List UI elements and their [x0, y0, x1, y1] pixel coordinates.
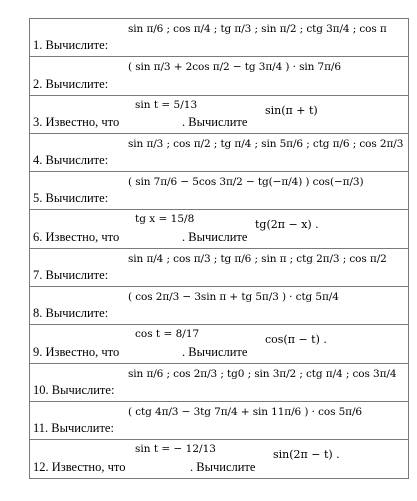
- exercise-label: 12. Известно, что: [33, 459, 126, 474]
- expression: sin π/6 ; cos π/4 ; tg π/3 ; sin π/2 ; ctg 3π/4 ; cos π: [128, 23, 387, 35]
- exercise-row: [30, 19, 408, 57]
- expression: ( ctg 4π/3 − 3tg 7π/4 + sin 11π/6 ) · cos 5π/6: [128, 405, 362, 418]
- target-expression: tg(2π − x) .: [255, 218, 319, 232]
- expression: sin π/6 ; cos 2π/3 ; tg0 ; sin 3π/2 ; ctg π/4 ; cos 3π/4: [128, 367, 397, 380]
- expression: ( sin 7π/6 − 5cos 3π/2 − tg(−π/4) ) cos(−π/3): [128, 176, 364, 189]
- expression: ( sin π/3 + 2cos π/2 − tg 3π/4 ) · sin 7π/6: [128, 61, 341, 74]
- expression: sin π/3 ; cos π/2 ; tg π/4 ; sin 5π/6 ; ctg π/6 ; cos 2π/3: [128, 137, 404, 150]
- exercise-row: [30, 249, 408, 287]
- exercise-label: 5. Вычислите:: [33, 191, 109, 206]
- exercise-row: [30, 402, 408, 440]
- exercise-label: 9. Известно, что: [33, 344, 120, 359]
- compute-text: . Вычислите: [182, 114, 248, 129]
- target-expression: sin(2π − t) .: [273, 448, 340, 462]
- exercise-row: [30, 287, 408, 325]
- exercise-row: [30, 440, 408, 478]
- exercise-row: [30, 172, 408, 210]
- exercise-row: [30, 134, 408, 172]
- exercise-table: [29, 18, 409, 479]
- exercise-row: [30, 210, 408, 248]
- exercise-label: 4. Вычислите:: [33, 153, 109, 168]
- expression: sin π/4 ; cos π/3 ; tg π/6 ; sin π ; ctg 2π/3 ; cos π/2: [128, 252, 387, 265]
- compute-text: . Вычислите: [190, 459, 256, 474]
- exercise-label: 10. Вычислите:: [33, 382, 115, 397]
- exercise-label: 11. Вычислите:: [33, 421, 114, 436]
- given-condition: sin t = 5/13: [135, 98, 198, 111]
- target-expression: cos(π − t) .: [265, 333, 327, 347]
- exercise-row: [30, 325, 408, 363]
- exercise-label: 2. Вычислите:: [33, 76, 109, 91]
- given-condition: tg x = 15/8: [135, 213, 195, 226]
- exercise-label: 1. Вычислите:: [33, 38, 109, 53]
- exercise-label: 7. Вычислите:: [33, 268, 109, 283]
- compute-text: . Вычислите: [182, 229, 248, 244]
- exercise-label: 8. Вычислите:: [33, 306, 109, 321]
- given-condition: cos t = 8/17: [135, 328, 200, 341]
- exercise-label: 3. Известно, что: [33, 114, 120, 129]
- expression: ( cos 2π/3 − 3sin π + tg 5π/3 ) · ctg 5π/4: [128, 291, 339, 304]
- exercise-row: [30, 364, 408, 402]
- target-expression: sin(π + t): [265, 103, 318, 117]
- exercise-row: [30, 57, 408, 95]
- compute-text: . Вычислите: [182, 344, 248, 359]
- given-condition: sin t = − 12/13: [135, 443, 216, 456]
- exercise-row: [30, 96, 408, 134]
- exercise-label: 6. Известно, что: [33, 229, 120, 244]
